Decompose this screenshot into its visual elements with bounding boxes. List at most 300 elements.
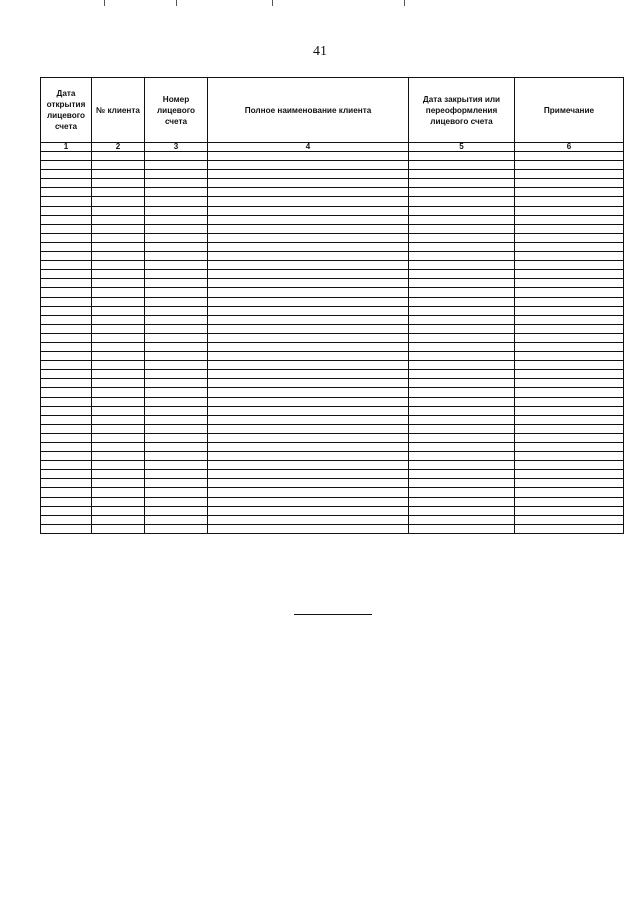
table-cell bbox=[92, 306, 145, 315]
table-cell bbox=[41, 270, 92, 279]
table-cell bbox=[145, 161, 208, 170]
table-cell bbox=[409, 252, 515, 261]
table-cell bbox=[515, 288, 624, 297]
table-cell bbox=[515, 488, 624, 497]
table-cell bbox=[208, 452, 409, 461]
table-cell bbox=[409, 288, 515, 297]
header-note: Примечание bbox=[515, 78, 624, 143]
table-cell bbox=[515, 215, 624, 224]
scan-mark bbox=[104, 0, 105, 6]
table-cell bbox=[409, 388, 515, 397]
table-cell bbox=[515, 279, 624, 288]
table-cell bbox=[409, 152, 515, 161]
table-cell bbox=[41, 470, 92, 479]
table-cell bbox=[409, 433, 515, 442]
table-cell bbox=[145, 415, 208, 424]
scan-mark bbox=[176, 0, 177, 6]
table-cell bbox=[208, 179, 409, 188]
table-cell bbox=[145, 342, 208, 351]
table-cell bbox=[92, 443, 145, 452]
table-cell bbox=[41, 443, 92, 452]
table-cell bbox=[145, 397, 208, 406]
table-cell bbox=[208, 406, 409, 415]
table-cell bbox=[145, 379, 208, 388]
table-cell bbox=[41, 197, 92, 206]
table-cell bbox=[409, 515, 515, 524]
table-row bbox=[41, 288, 624, 297]
table-cell bbox=[92, 279, 145, 288]
table-cell bbox=[145, 333, 208, 342]
table-cell bbox=[41, 279, 92, 288]
table-cell bbox=[515, 261, 624, 270]
table-cell bbox=[145, 488, 208, 497]
table-cell bbox=[208, 333, 409, 342]
table-cell bbox=[208, 197, 409, 206]
table-row bbox=[41, 170, 624, 179]
table-cell bbox=[92, 315, 145, 324]
column-number: 5 bbox=[409, 143, 515, 152]
table-row bbox=[41, 452, 624, 461]
table-cell bbox=[409, 406, 515, 415]
table-cell bbox=[208, 270, 409, 279]
table-cell bbox=[409, 279, 515, 288]
table-cell bbox=[41, 152, 92, 161]
table-cell bbox=[409, 524, 515, 533]
table-cell bbox=[515, 152, 624, 161]
table-cell bbox=[208, 188, 409, 197]
table-row bbox=[41, 370, 624, 379]
table-cell bbox=[208, 279, 409, 288]
table-cell bbox=[208, 242, 409, 251]
table-row bbox=[41, 215, 624, 224]
table-cell bbox=[92, 379, 145, 388]
table-cell bbox=[145, 261, 208, 270]
table-row bbox=[41, 388, 624, 397]
table-cell bbox=[515, 379, 624, 388]
table-cell bbox=[208, 424, 409, 433]
table-cell bbox=[145, 524, 208, 533]
table-cell bbox=[409, 170, 515, 179]
table-cell bbox=[409, 415, 515, 424]
table-cell bbox=[145, 297, 208, 306]
table-cell bbox=[208, 261, 409, 270]
footer-rule bbox=[294, 614, 372, 615]
table-cell bbox=[208, 352, 409, 361]
table-row bbox=[41, 415, 624, 424]
table-cell bbox=[409, 488, 515, 497]
table-cell bbox=[409, 224, 515, 233]
table-cell bbox=[92, 370, 145, 379]
table-cell bbox=[515, 479, 624, 488]
table-cell bbox=[208, 515, 409, 524]
table-cell bbox=[409, 179, 515, 188]
table-row bbox=[41, 342, 624, 351]
table-row bbox=[41, 515, 624, 524]
table-row bbox=[41, 306, 624, 315]
table-row bbox=[41, 279, 624, 288]
table-cell bbox=[409, 506, 515, 515]
table-cell bbox=[515, 461, 624, 470]
table-cell bbox=[208, 461, 409, 470]
table-cell bbox=[145, 497, 208, 506]
table-cell bbox=[92, 397, 145, 406]
table-cell bbox=[92, 497, 145, 506]
table-row bbox=[41, 233, 624, 242]
table-cell bbox=[515, 452, 624, 461]
table-cell bbox=[409, 315, 515, 324]
table-cell bbox=[41, 424, 92, 433]
table-row bbox=[41, 297, 624, 306]
table-cell bbox=[41, 188, 92, 197]
table-cell bbox=[208, 524, 409, 533]
table-cell bbox=[92, 515, 145, 524]
table-cell bbox=[145, 424, 208, 433]
table-cell bbox=[208, 370, 409, 379]
table-cell bbox=[208, 342, 409, 351]
scan-edge-marks bbox=[0, 0, 640, 12]
table-cell bbox=[208, 470, 409, 479]
table-row bbox=[41, 224, 624, 233]
table-cell bbox=[409, 333, 515, 342]
table-cell bbox=[515, 470, 624, 479]
table-cell bbox=[41, 406, 92, 415]
table-cell bbox=[92, 206, 145, 215]
table-cell bbox=[208, 497, 409, 506]
table-cell bbox=[41, 233, 92, 242]
header-row bbox=[41, 78, 624, 143]
table-row bbox=[41, 261, 624, 270]
table-cell bbox=[92, 161, 145, 170]
table-cell bbox=[409, 324, 515, 333]
table-cell bbox=[145, 215, 208, 224]
table-cell bbox=[515, 315, 624, 324]
table-cell bbox=[515, 424, 624, 433]
table-cell bbox=[515, 524, 624, 533]
table-row bbox=[41, 443, 624, 452]
table-cell bbox=[92, 170, 145, 179]
table-cell bbox=[145, 470, 208, 479]
accounts-register-table bbox=[40, 77, 624, 534]
table-row bbox=[41, 433, 624, 442]
table-cell bbox=[41, 479, 92, 488]
table-cell bbox=[145, 242, 208, 251]
table-cell bbox=[41, 388, 92, 397]
table-cell bbox=[409, 197, 515, 206]
table-row bbox=[41, 424, 624, 433]
table-cell bbox=[409, 443, 515, 452]
table-cell bbox=[409, 306, 515, 315]
table-cell bbox=[515, 206, 624, 215]
table-cell bbox=[409, 361, 515, 370]
table-cell bbox=[515, 361, 624, 370]
table-cell bbox=[41, 179, 92, 188]
table-cell bbox=[409, 379, 515, 388]
table-cell bbox=[145, 361, 208, 370]
table-cell bbox=[41, 379, 92, 388]
table-cell bbox=[92, 297, 145, 306]
table-cell bbox=[92, 333, 145, 342]
table-cell bbox=[208, 315, 409, 324]
table-cell bbox=[409, 188, 515, 197]
table-cell bbox=[145, 388, 208, 397]
table-cell bbox=[41, 524, 92, 533]
table-cell bbox=[515, 324, 624, 333]
table-cell bbox=[208, 152, 409, 161]
table-row bbox=[41, 161, 624, 170]
table-cell bbox=[208, 361, 409, 370]
table-cell bbox=[409, 261, 515, 270]
table-cell bbox=[145, 170, 208, 179]
table-cell bbox=[41, 506, 92, 515]
table-cell bbox=[515, 352, 624, 361]
table-cell bbox=[41, 333, 92, 342]
table-cell bbox=[208, 233, 409, 242]
table-cell bbox=[515, 443, 624, 452]
table-cell bbox=[208, 388, 409, 397]
table-cell bbox=[145, 479, 208, 488]
table-cell bbox=[92, 424, 145, 433]
table-cell bbox=[515, 306, 624, 315]
table-row bbox=[41, 252, 624, 261]
table-cell bbox=[515, 242, 624, 251]
table-cell bbox=[41, 461, 92, 470]
table-cell bbox=[92, 406, 145, 415]
table-row bbox=[41, 206, 624, 215]
table-cell bbox=[208, 288, 409, 297]
table-cell bbox=[515, 170, 624, 179]
table-cell bbox=[92, 224, 145, 233]
table-row bbox=[41, 179, 624, 188]
table-cell bbox=[409, 206, 515, 215]
table-cell bbox=[41, 497, 92, 506]
table-cell bbox=[145, 433, 208, 442]
table-cell bbox=[515, 497, 624, 506]
table-cell bbox=[92, 470, 145, 479]
table-cell bbox=[92, 461, 145, 470]
table-cell bbox=[145, 506, 208, 515]
table-cell bbox=[41, 352, 92, 361]
table-cell bbox=[515, 506, 624, 515]
table-cell bbox=[515, 197, 624, 206]
table-cell bbox=[409, 497, 515, 506]
table-cell bbox=[41, 488, 92, 497]
table-body bbox=[41, 152, 624, 534]
header-closing-date: Дата закрытия или переоформления лицевого счета bbox=[409, 78, 515, 143]
table-cell bbox=[41, 452, 92, 461]
table-cell bbox=[145, 152, 208, 161]
table-row bbox=[41, 397, 624, 406]
table-row bbox=[41, 470, 624, 479]
table-cell bbox=[208, 488, 409, 497]
table-cell bbox=[515, 161, 624, 170]
table-row bbox=[41, 497, 624, 506]
table-cell bbox=[41, 215, 92, 224]
table-cell bbox=[409, 424, 515, 433]
table-row bbox=[41, 479, 624, 488]
table-cell bbox=[145, 306, 208, 315]
table-cell bbox=[41, 515, 92, 524]
table-cell bbox=[515, 188, 624, 197]
scan-mark bbox=[272, 0, 273, 6]
table-cell bbox=[92, 215, 145, 224]
table-cell bbox=[92, 524, 145, 533]
table-cell bbox=[208, 443, 409, 452]
table-cell bbox=[41, 433, 92, 442]
table-cell bbox=[41, 288, 92, 297]
table-cell bbox=[145, 370, 208, 379]
table-cell bbox=[92, 452, 145, 461]
page-number: 41 bbox=[313, 44, 327, 59]
table-cell bbox=[145, 515, 208, 524]
table-cell bbox=[515, 252, 624, 261]
table-cell bbox=[145, 279, 208, 288]
table-cell bbox=[515, 270, 624, 279]
table-cell bbox=[41, 206, 92, 215]
table-cell bbox=[92, 179, 145, 188]
table-cell bbox=[208, 161, 409, 170]
table-cell bbox=[145, 270, 208, 279]
table-cell bbox=[409, 461, 515, 470]
table-cell bbox=[515, 415, 624, 424]
table-cell bbox=[409, 297, 515, 306]
table-cell bbox=[92, 233, 145, 242]
table-cell bbox=[515, 433, 624, 442]
table-cell bbox=[92, 415, 145, 424]
table-cell bbox=[515, 342, 624, 351]
table-cell bbox=[515, 515, 624, 524]
table-row bbox=[41, 361, 624, 370]
table-row bbox=[41, 197, 624, 206]
table-cell bbox=[92, 506, 145, 515]
scan-mark bbox=[404, 0, 405, 6]
table-cell bbox=[145, 461, 208, 470]
table-cell bbox=[92, 252, 145, 261]
table-cell bbox=[409, 470, 515, 479]
table-cell bbox=[92, 152, 145, 161]
table-cell bbox=[208, 306, 409, 315]
table-cell bbox=[41, 315, 92, 324]
table-cell bbox=[515, 224, 624, 233]
column-number-row bbox=[41, 143, 624, 152]
table-cell bbox=[409, 397, 515, 406]
table-cell bbox=[208, 252, 409, 261]
header-client-number: № клиента bbox=[92, 78, 145, 143]
table-row bbox=[41, 406, 624, 415]
header-account-number: Номер лицевого счета bbox=[145, 78, 208, 143]
table-cell bbox=[145, 452, 208, 461]
table-cell bbox=[92, 242, 145, 251]
header-opening-date: Дата открытия лицевого счета bbox=[41, 78, 92, 143]
table-cell bbox=[41, 361, 92, 370]
table-row bbox=[41, 461, 624, 470]
table-cell bbox=[92, 324, 145, 333]
table-row bbox=[41, 242, 624, 251]
table-cell bbox=[41, 324, 92, 333]
table-row bbox=[41, 270, 624, 279]
table-cell bbox=[92, 288, 145, 297]
table-cell bbox=[208, 506, 409, 515]
table-cell bbox=[409, 352, 515, 361]
table-cell bbox=[515, 397, 624, 406]
table-row bbox=[41, 352, 624, 361]
table-cell bbox=[515, 388, 624, 397]
table-cell bbox=[92, 388, 145, 397]
table-cell bbox=[208, 297, 409, 306]
column-number: 1 bbox=[41, 143, 92, 152]
table-cell bbox=[92, 352, 145, 361]
column-number: 3 bbox=[145, 143, 208, 152]
table-cell bbox=[208, 215, 409, 224]
table-cell bbox=[41, 370, 92, 379]
table-cell bbox=[208, 324, 409, 333]
table-row bbox=[41, 506, 624, 515]
table-cell bbox=[515, 406, 624, 415]
table-cell bbox=[145, 324, 208, 333]
table-cell bbox=[145, 352, 208, 361]
table-cell bbox=[92, 479, 145, 488]
table-row bbox=[41, 188, 624, 197]
table-cell bbox=[409, 370, 515, 379]
table-cell bbox=[515, 333, 624, 342]
table-row bbox=[41, 379, 624, 388]
table-cell bbox=[409, 342, 515, 351]
table-cell bbox=[92, 197, 145, 206]
header-client-name: Полное наименование клиента bbox=[208, 78, 409, 143]
table-cell bbox=[92, 188, 145, 197]
table-row bbox=[41, 488, 624, 497]
table-cell bbox=[409, 215, 515, 224]
table-cell bbox=[41, 415, 92, 424]
table-cell bbox=[92, 342, 145, 351]
table-cell bbox=[145, 443, 208, 452]
table-cell bbox=[515, 233, 624, 242]
table-cell bbox=[41, 297, 92, 306]
table-cell bbox=[409, 270, 515, 279]
table-cell bbox=[41, 224, 92, 233]
table-cell bbox=[145, 188, 208, 197]
table-cell bbox=[145, 288, 208, 297]
table-cell bbox=[208, 224, 409, 233]
table-cell bbox=[92, 433, 145, 442]
table-cell bbox=[41, 170, 92, 179]
table-cell bbox=[41, 261, 92, 270]
table-cell bbox=[41, 397, 92, 406]
table-cell bbox=[145, 406, 208, 415]
table-cell bbox=[41, 342, 92, 351]
table-cell bbox=[409, 242, 515, 251]
table-row bbox=[41, 324, 624, 333]
table-cell bbox=[145, 179, 208, 188]
table-row bbox=[41, 524, 624, 533]
table-cell bbox=[92, 361, 145, 370]
table-cell bbox=[208, 397, 409, 406]
table-cell bbox=[145, 206, 208, 215]
column-number: 2 bbox=[92, 143, 145, 152]
table-cell bbox=[145, 252, 208, 261]
table-row bbox=[41, 152, 624, 161]
column-number: 6 bbox=[515, 143, 624, 152]
table-cell bbox=[145, 224, 208, 233]
table-cell bbox=[515, 297, 624, 306]
table-row bbox=[41, 315, 624, 324]
table-cell bbox=[208, 433, 409, 442]
table-cell bbox=[208, 479, 409, 488]
table-cell bbox=[92, 261, 145, 270]
table-cell bbox=[409, 161, 515, 170]
table-cell bbox=[41, 306, 92, 315]
table-cell bbox=[409, 479, 515, 488]
table-cell bbox=[208, 170, 409, 179]
